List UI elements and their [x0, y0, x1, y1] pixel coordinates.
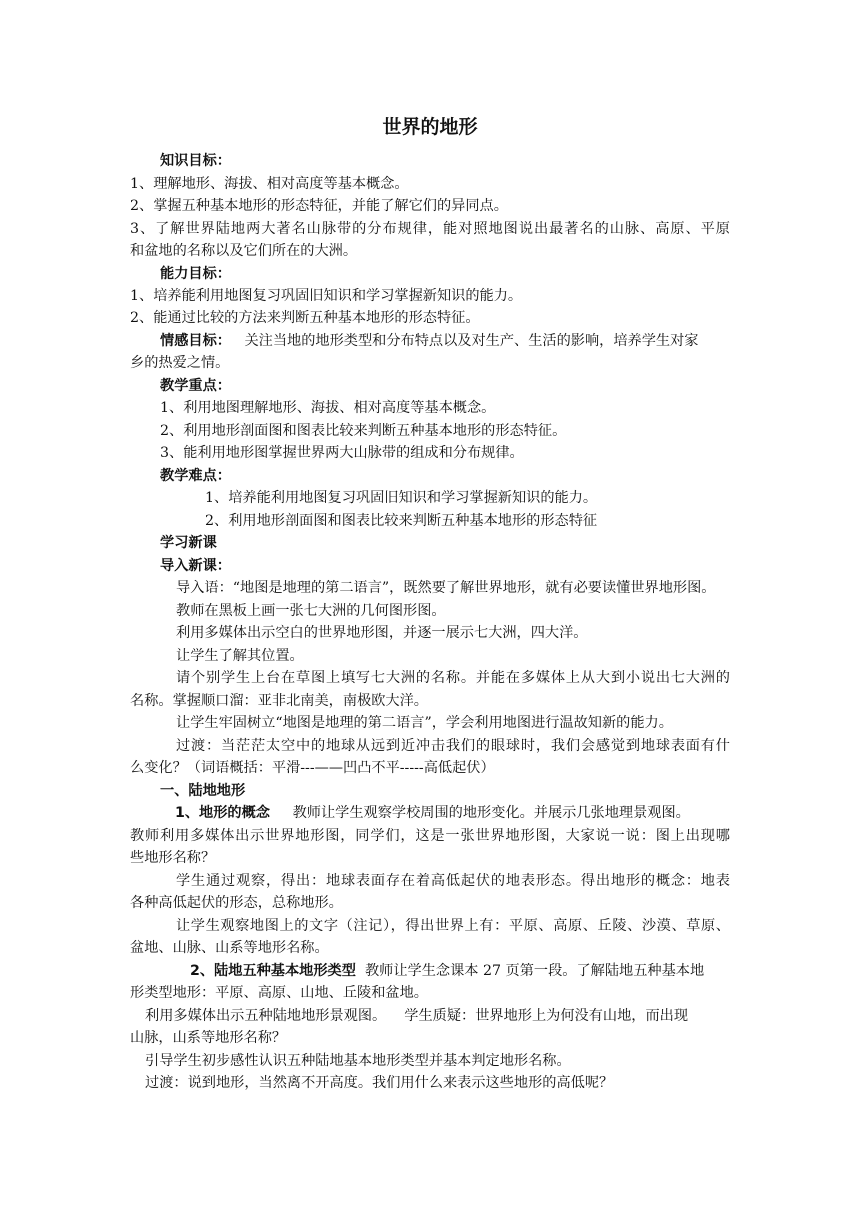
emotion-goals-line [160, 330, 730, 353]
heading-land-terrain: 一、陆地地形 [160, 783, 246, 799]
paragraph-line: 请个别学生上台在草图上填写七大洲的名称。并能在多媒体上从大到小说出七大洲的 [176, 670, 730, 686]
paragraph-line: 学生通过观察，得出：地球表面存在着高低起伏的地表形态。得出地形的概念：地表 [176, 873, 730, 889]
heading-new-lesson: 学习新课 [160, 535, 217, 551]
paragraph-line: 2、掌握五种基本地形的形态特征，并能了解它们的异同点。 [130, 198, 508, 214]
paragraph-line: 盆地、山脉、山系等地形名称。 [130, 940, 329, 956]
paragraph-line: 形类型地形：平原、高原、山地、丘陵和盆地。 [130, 985, 428, 1001]
subheading-terrain-concept: 1、地形的概念 [175, 805, 270, 821]
paragraph-line: 导入语：“地图是地理的第二语言”，既然要了解世界地形，就有必要读懂世界地形图。 [176, 580, 716, 596]
page-title: 世界的地形 [382, 116, 478, 138]
multimedia-landscape-line [145, 1005, 730, 1028]
paragraph-line: 3、能利用地形图掌握世界两大山脉带的组成和分布规律。 [160, 445, 524, 461]
heading-teaching-difficulty: 教学难点： [160, 468, 231, 484]
heading-knowledge-goals: 知识目标： [160, 153, 231, 169]
paragraph-line: 教师在黑板上画一张七大洲的几何图形图。 [176, 603, 446, 619]
paragraph-line: 让学生观察地图上的文字（注记），得出世界上有：平原、高原、丘陵、沙漠、草原、 [176, 918, 730, 934]
paragraph-text: 教师让学生观察学校周围的地形变化。并展示几张地理景观图。 [292, 805, 690, 821]
paragraph-line: 让学生了解其位置。 [176, 648, 304, 664]
paragraph-line: 过渡：当茫茫太空中的地球从远到近冲击我们的眼球时，我们会感觉到地球表面有什 [176, 738, 730, 754]
paragraph-line: 1、理解地形、海拔、相对高度等基本概念。 [130, 176, 409, 192]
paragraph-line: 山脉，山系等地形名称？ [130, 1030, 287, 1046]
paragraph-line: 教师利用多媒体出示世界地形图，同学们，这是一张世界地形图，大家说一说：图上出现哪 [130, 828, 730, 844]
subheading-landform-types: 2、陆地五种基本地形类型 [190, 963, 356, 979]
paragraph-line: 利用多媒体出示空白的世界地形图，并逐一展示七大洲，四大洋。 [176, 625, 588, 641]
heading-lesson-intro: 导入新课： [160, 558, 231, 574]
paragraph-line: 各种高低起伏的形态，总称地形。 [130, 895, 343, 911]
paragraph-line: 和盆地的名称以及它们所在的大洲。 [130, 243, 358, 259]
paragraph-text: 利用多媒体出示五种陆地地形景观图。 [145, 1008, 387, 1024]
paragraph-line: 些地形名称？ [130, 850, 216, 866]
paragraph-line: 2、利用地形剖面图和图表比较来判断五种基本地形的形态特征。 [160, 423, 567, 439]
paragraph-text: 教师让学生念课本 27 页第一段。了解陆地五种基本地 [364, 963, 705, 979]
paragraph-line: 3、了解世界陆地两大著名山脉带的分布规律，能对照地图说出最著名的山脉、高原、平原 [130, 221, 730, 237]
terrain-concept-line [145, 802, 730, 825]
paragraph-line: 让学生牢固树立“地图是地理的第二语言”，学会利用地图进行温故知新的能力。 [176, 715, 673, 731]
paragraph-line: 名称。掌握顺口溜：亚非北南美，南极欧大洋。 [130, 693, 428, 709]
paragraph-line: 1、培养能利用地图复习巩固旧知识和学习掌握新知识的能力。 [130, 288, 523, 304]
heading-emotion-goals: 情感目标： [160, 333, 231, 349]
paragraph-line: 2、利用地形剖面图和图表比较来判断五种基本地形的形态特征 [205, 513, 598, 529]
paragraph-line: 1、利用地图理解地形、海拔、相对高度等基本概念。 [160, 400, 496, 416]
heading-ability-goals: 能力目标： [160, 266, 231, 282]
paragraph-text: 学生质疑：世界地形上为何没有山地，而出现 [404, 1008, 689, 1024]
paragraph-line: 引导学生初步感性认识五种陆地基本地形类型并基本判定地形名称。 [145, 1053, 571, 1069]
paragraph-line: 过渡：说到地形，当然离不开高度。我们用什么来表示这些地形的高低呢？ [145, 1075, 614, 1091]
landform-types-line [190, 960, 730, 983]
paragraph-line: 1、培养能利用地图复习巩固旧知识和学习掌握新知识的能力。 [205, 490, 598, 506]
paragraph-line: 2、能通过比较的方法来判断五种基本地形的形态特征。 [130, 310, 480, 326]
paragraph-line: 乡的热爱之情。 [130, 355, 230, 371]
paragraph-text: 关注当地的地形类型和分布特点以及对生产、生活的影响，培养学生对家 [244, 333, 699, 349]
paragraph-line: 么变化？（词语概括：平滑---——凹凸不平-----高低起伏） [130, 760, 495, 776]
heading-teaching-focus: 教学重点： [160, 378, 231, 394]
